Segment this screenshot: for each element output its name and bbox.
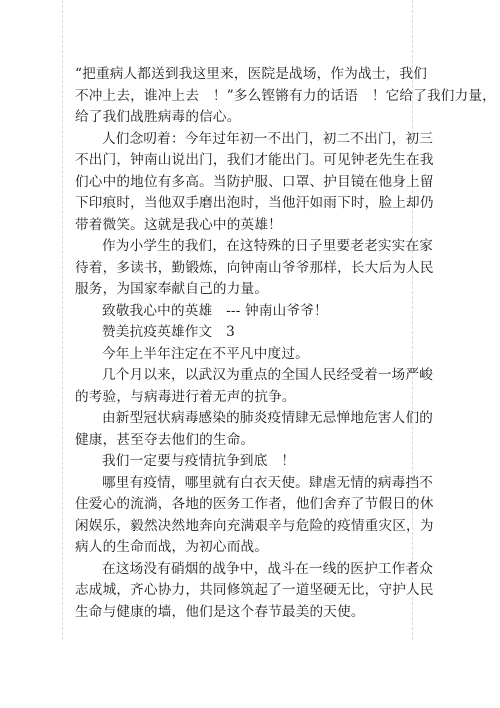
text-line: 志成城，齐心协力，共同修筑起了一道坚硬无比，守护人民 bbox=[75, 582, 434, 598]
text-line: 给了我们战胜病毒的信心。 bbox=[75, 109, 241, 125]
text-line: 的考验，与病毒进行着无声的抗争。 bbox=[75, 388, 296, 405]
text-line: 今年上半年注定在不平凡中度过。 bbox=[102, 345, 309, 362]
text-line: 不出门，钟南山说出门，我们才能出门。可见钟老先生在我 bbox=[75, 152, 434, 168]
text-line: 下印痕时，当他双手磨出泡时，当他汗如雨下时，脸上却仍 bbox=[75, 195, 434, 211]
text-line: 由新型冠状病毒感染的肺炎疫情肆无忌惮地危害人们的 bbox=[102, 410, 434, 426]
essay-body bbox=[75, 64, 496, 623]
text-line: 不冲上去，谁冲上去 ！”多么铿锵有力的话语 ！它给了我们力量， bbox=[75, 87, 496, 104]
text-line: 赞美抗疫英雄作文 3 bbox=[102, 324, 235, 340]
text-line: 人们念叨着：今年过年初一不出门，初二不出门，初三 bbox=[102, 130, 434, 147]
text-line: 带着微笑。这就是我心中的英雄！ bbox=[75, 216, 282, 233]
text-line: 作为小学生的我们，在这特殊的日子里要老老实实在家 bbox=[102, 238, 434, 254]
text-line: 病人的生命而战，为初心而战。 bbox=[75, 539, 269, 555]
text-line: 住爱心的流淌，各地的医务工作者，他们舍弃了节假日的休 bbox=[75, 496, 434, 512]
text-line: 服务，为国家奉献自己的力量。 bbox=[75, 281, 269, 297]
text-line: 生命与健康的墙，他们是这个春节最美的天使。 bbox=[75, 603, 365, 620]
text-line: 几个月以来，以武汉为重点的全国人民经受着一场严峻 bbox=[102, 367, 434, 383]
left-margin-guide bbox=[62, 0, 63, 640]
text-line: 在这场没有硝烟的战争中，战斗在一线的医护工作者众 bbox=[102, 560, 434, 577]
text-line: 健康，甚至夺去他们的生命。 bbox=[75, 431, 255, 448]
text-line: 致敬我心中的英雄 --- 钟南山爷爷！ bbox=[102, 302, 328, 319]
text-line: 我们一定要与疫情抗争到底 ！ bbox=[102, 453, 296, 469]
text-line: “把重病人都送到我这里来，医院是战场，作为战士，我们 bbox=[75, 66, 427, 82]
text-line: 们心中的地位有多高。当防护服、口罩、护目镜在他身上留 bbox=[75, 173, 434, 190]
text-line: 待着，多读书，勤锻炼，向钟南山爷爷那样，长大后为人民 bbox=[75, 259, 434, 276]
text-line: 闲娱乐，毅然决然地奔向充满艰辛与危险的疫情重灾区，为 bbox=[75, 517, 434, 534]
text-line: 哪里有疫情，哪里就有白衣天使。肆虐无情的病毒挡不 bbox=[102, 474, 434, 491]
